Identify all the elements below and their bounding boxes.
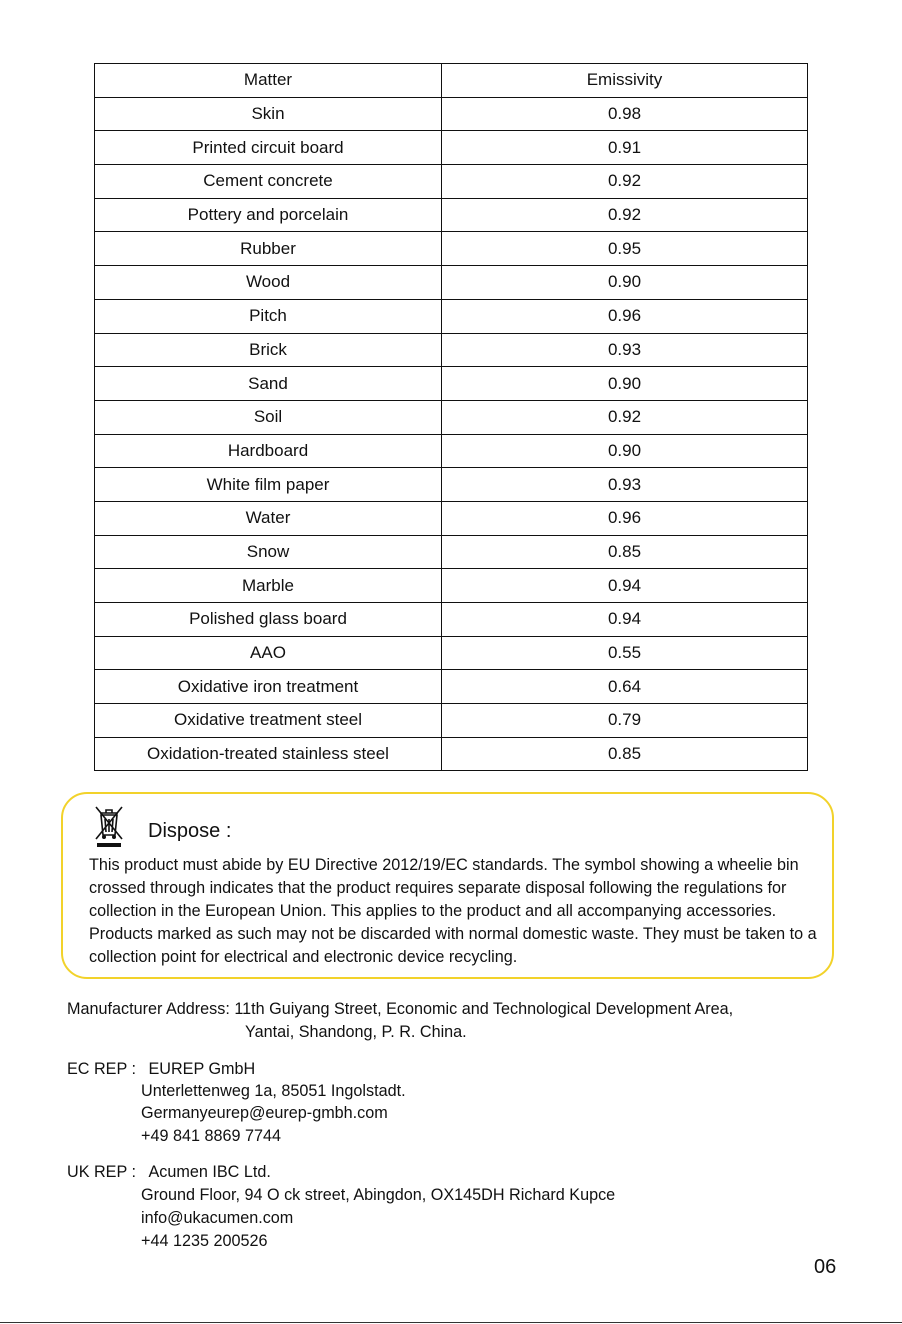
dispose-notice-box [61,792,834,979]
emissivity-cell: 0.98 [442,97,808,131]
emissivity-cell: 0.55 [442,636,808,670]
table-row [95,333,808,367]
bottom-rule [0,1322,902,1323]
emissivity-cell: 0.91 [442,131,808,165]
ec-rep-phone: +49 841 8869 7744 [141,1127,281,1145]
table-row [95,266,808,300]
uk-rep-phone: +44 1235 200526 [141,1232,268,1250]
ec-rep-name: EUREP GmbH [148,1060,256,1078]
table-row [95,468,808,502]
matter-cell: Oxidative iron treatment [95,670,442,704]
emissivity-cell: 0.92 [442,198,808,232]
table-body [95,97,808,771]
matter-cell: Soil [95,400,442,434]
matter-cell: Wood [95,266,442,300]
emissivity-cell: 0.94 [442,569,808,603]
emissivity-cell: 0.96 [442,501,808,535]
emissivity-cell: 0.85 [442,737,808,771]
crossed-wheelie-bin-icon [91,805,127,849]
uk-rep-name: Acumen IBC Ltd. [148,1163,271,1181]
matter-cell: Polished glass board [95,603,442,637]
manufacturer-label: Manufacturer Address: [67,1000,230,1018]
matter-cell: Snow [95,535,442,569]
matter-cell: Printed circuit board [95,131,442,165]
table-row [95,400,808,434]
table-row [95,501,808,535]
emissivity-cell: 0.92 [442,165,808,199]
table-row [95,97,808,131]
table-row [95,165,808,199]
matter-cell: Skin [95,97,442,131]
table-row [95,367,808,401]
table-row [95,434,808,468]
table-row [95,198,808,232]
table-row [95,603,808,637]
uk-rep-email: info@ukacumen.com [141,1209,294,1227]
emissivity-cell: 0.79 [442,704,808,738]
ec-rep-line-1 [67,1060,255,1079]
ec-rep-address: Unterlettenweg 1a, 85051 Ingolstadt. [141,1082,406,1100]
table-row [95,704,808,738]
dispose-title: Dispose : [148,820,232,842]
manufacturer-address-line1: 11th Guiyang Street, Economic and Technological Development Area, [234,1000,734,1018]
uk-rep-address: Ground Floor, 94 O ck street, Abingdon, OX145DH Richard Kupce [141,1186,616,1204]
column-header-emissivity: Emissivity [442,64,808,98]
table-row [95,535,808,569]
matter-cell: Cement concrete [95,165,442,199]
matter-cell: Oxidation-treated stainless steel [95,737,442,771]
column-header-matter: Matter [95,64,442,98]
emissivity-cell: 0.96 [442,299,808,333]
emissivity-cell: 0.90 [442,434,808,468]
matter-cell: AAO [95,636,442,670]
emissivity-cell: 0.90 [442,367,808,401]
emissivity-cell: 0.90 [442,266,808,300]
matter-cell: White film paper [95,468,442,502]
ec-rep-email: Germanyeurep@eurep-gmbh.com [141,1104,388,1122]
ec-rep-label: EC REP : [67,1060,136,1078]
matter-cell: Pitch [95,299,442,333]
emissivity-cell: 0.64 [442,670,808,704]
table-row [95,670,808,704]
table-row [95,131,808,165]
table-row [95,569,808,603]
matter-cell: Oxidative treatment steel [95,704,442,738]
table-row [95,737,808,771]
page-number: 06 [814,1256,837,1278]
matter-cell: Hardboard [95,434,442,468]
matter-cell: Marble [95,569,442,603]
emissivity-cell: 0.94 [442,603,808,637]
emissivity-cell: 0.85 [442,535,808,569]
matter-cell: Rubber [95,232,442,266]
manufacturer-line-1 [67,1000,733,1019]
uk-rep-label: UK REP : [67,1163,136,1181]
table-row [95,232,808,266]
matter-cell: Sand [95,367,442,401]
emissivity-table [94,63,808,771]
table-row [95,636,808,670]
table-row [95,299,808,333]
matter-cell: Water [95,501,442,535]
dispose-text: This product must abide by EU Directive 2012/19/EC standards. The symbol showing a wheelie bin crossed through indicates that the product requires separate disposal following the regulations for collection in the European Union. This applies to the product and all accompanying accessories. Products marked as such may not be discarded with normal domestic waste. They must be taken to a collection point for electrical and electronic device recycling. [89,856,817,966]
manufacturer-address-line2: Yantai, Shandong, P. R. China. [245,1023,467,1041]
emissivity-cell: 0.92 [442,400,808,434]
matter-cell: Pottery and porcelain [95,198,442,232]
emissivity-cell: 0.95 [442,232,808,266]
table-header-row [95,64,808,98]
matter-cell: Brick [95,333,442,367]
emissivity-cell: 0.93 [442,333,808,367]
uk-rep-line-1 [67,1163,271,1182]
emissivity-cell: 0.93 [442,468,808,502]
